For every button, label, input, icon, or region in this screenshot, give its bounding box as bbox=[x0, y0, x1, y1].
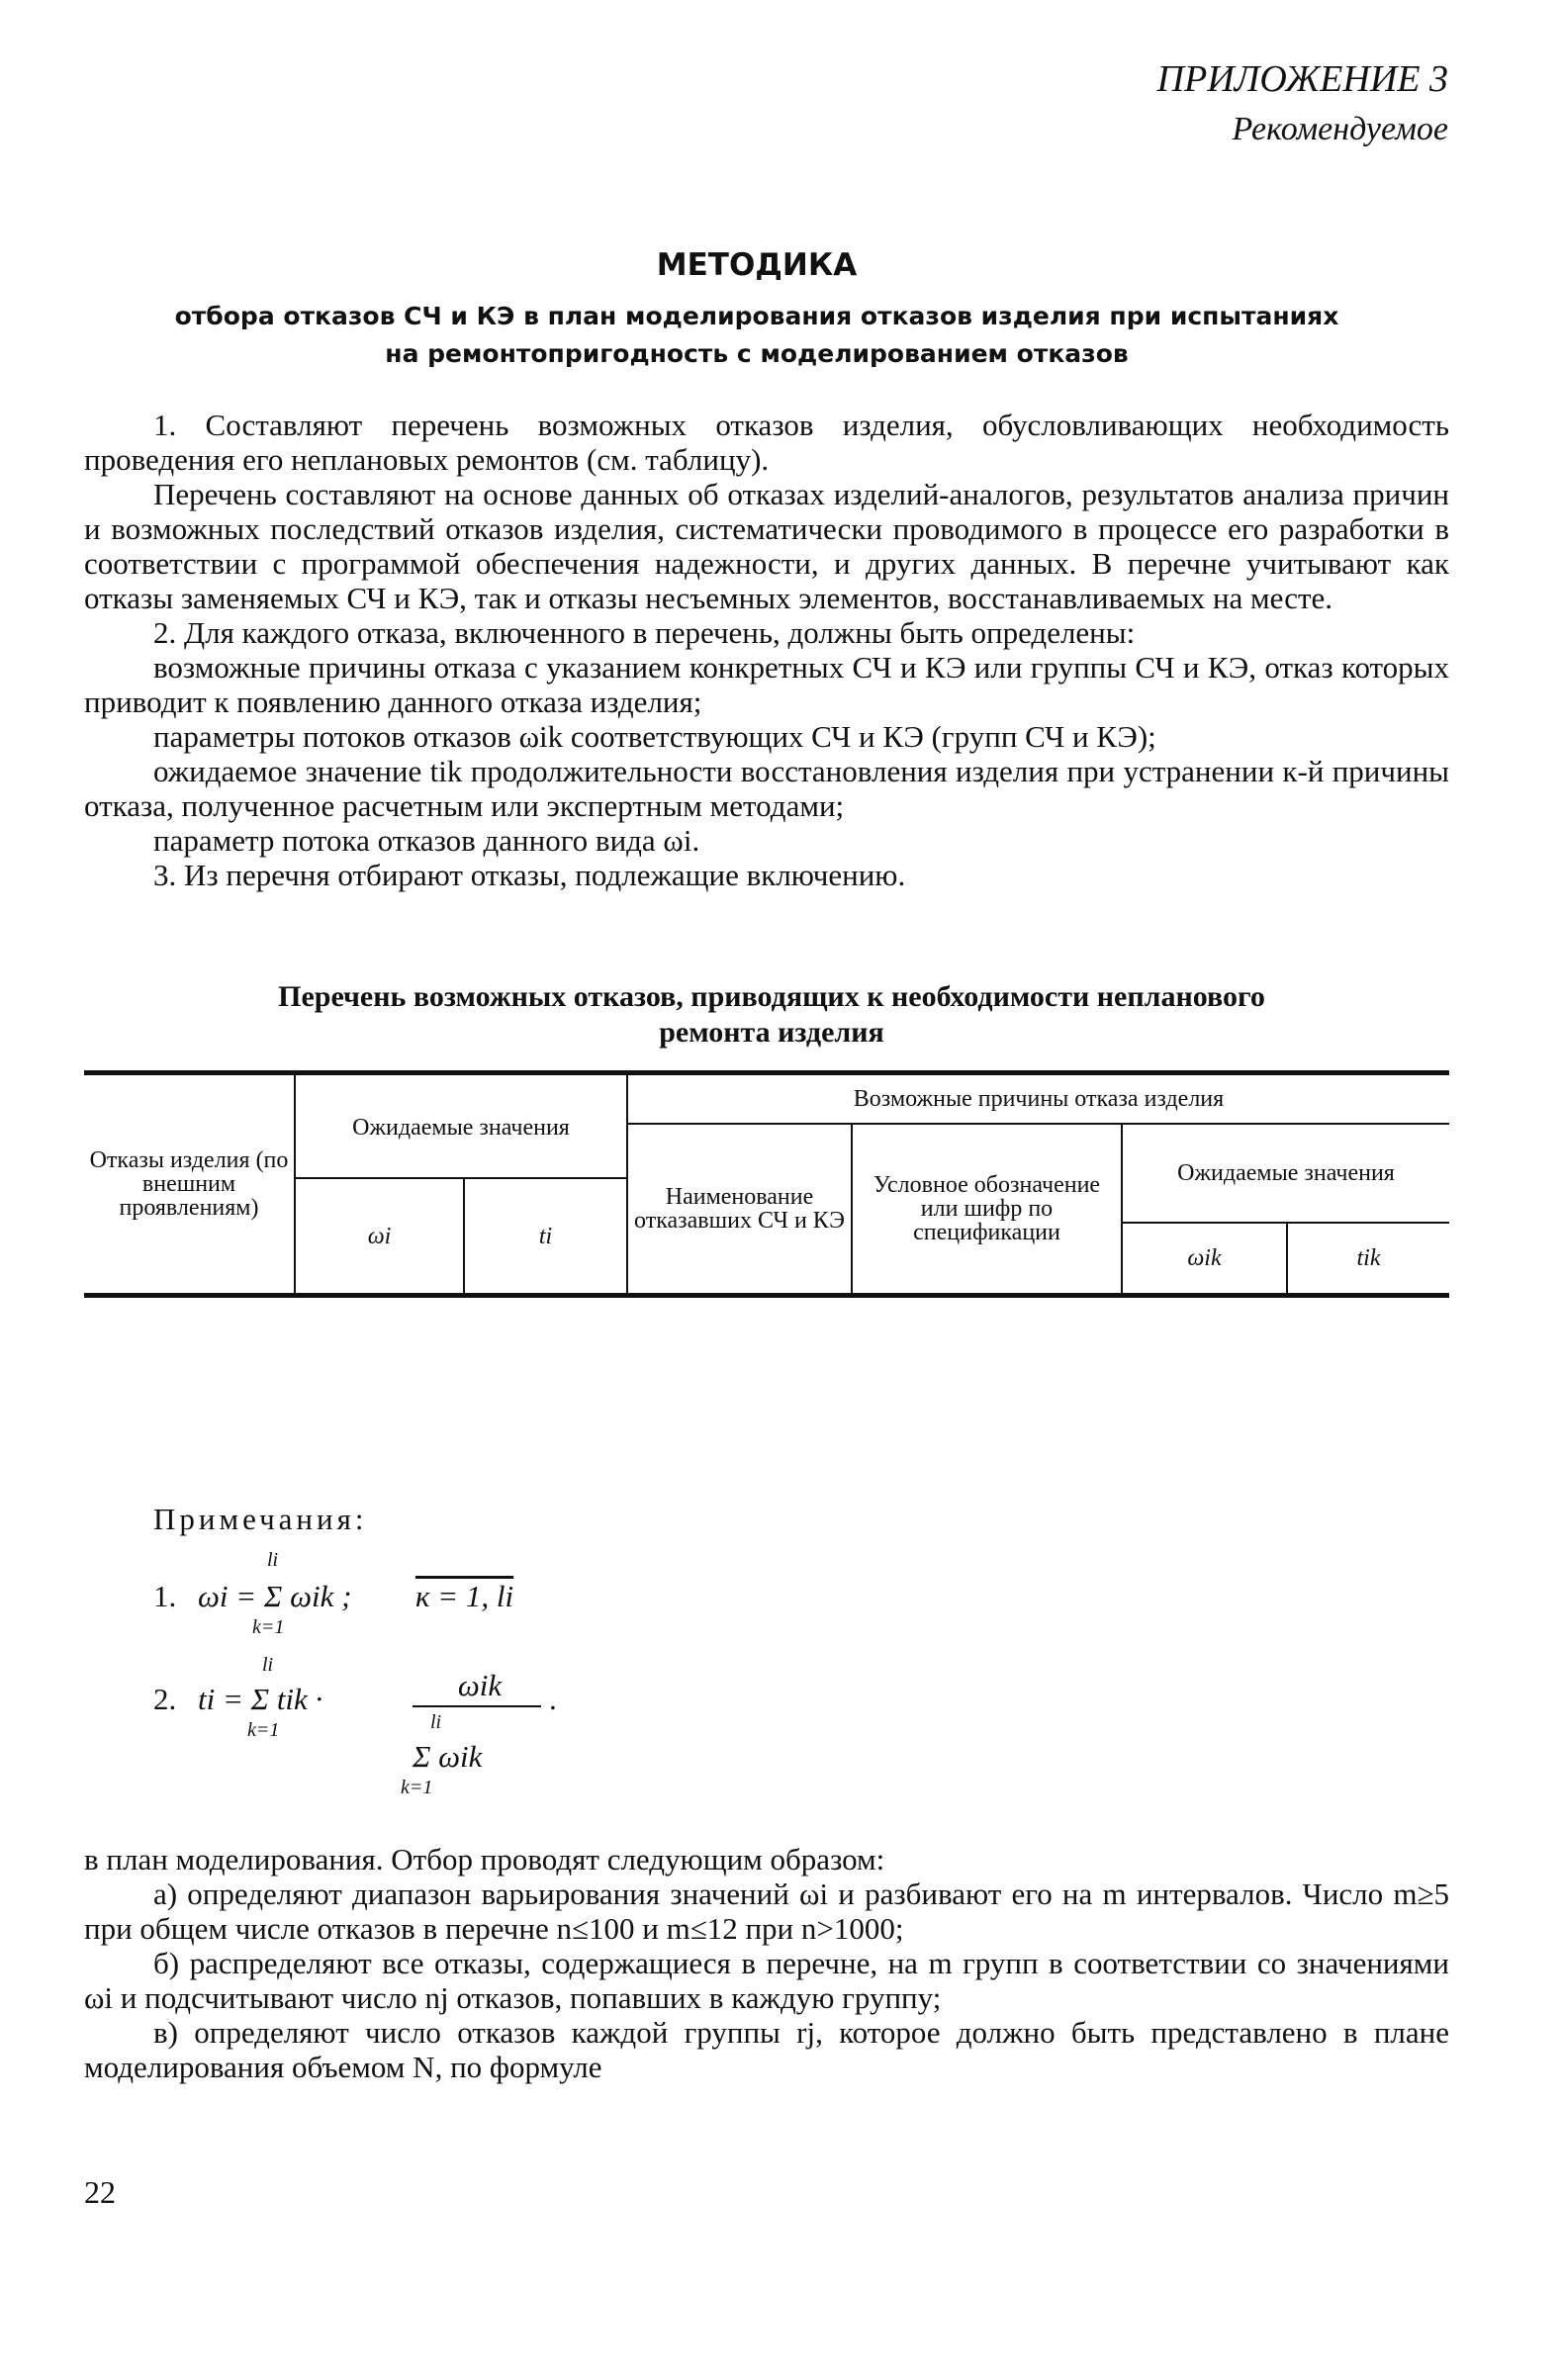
note-2-end: . bbox=[549, 1682, 557, 1716]
note-2-sum-upper: li bbox=[262, 1654, 274, 1676]
header-causes: Возможные причины отказа изделия bbox=[853, 1086, 1225, 1112]
body-bottom bbox=[84, 1842, 1449, 2084]
body-top bbox=[84, 408, 1449, 892]
header-t-i: ti bbox=[538, 1223, 553, 1249]
notes-heading: Примечания: bbox=[153, 1502, 368, 1536]
paragraph: 2. Для каждого отказа, включенного в перечень, должны быть определены: bbox=[153, 615, 1136, 650]
note-1-sum-upper: li bbox=[267, 1549, 279, 1571]
doc-title: МЕТОДИКА bbox=[656, 247, 858, 283]
note-formula-2 bbox=[153, 1654, 747, 1812]
paragraph: 3. Из перечня отбирают отказы, подлежащие включению. bbox=[153, 858, 906, 892]
note-2-den-upper: li bbox=[430, 1711, 442, 1733]
table-caption-line2: ремонта изделия bbox=[659, 1016, 884, 1049]
note-2-number: 2. bbox=[153, 1682, 177, 1716]
recommended-label: Рекомендуемое bbox=[1232, 111, 1448, 147]
paragraph: ожидаемое значение tik продолжительности восстановления изделия при устранении к-й причины отказа, полученное расчетным или экспертным методами; bbox=[84, 754, 1449, 823]
header-name: Наименование отказавших СЧ и КЭ bbox=[634, 1184, 845, 1234]
note-formula-1 bbox=[153, 1549, 747, 1638]
note-2-sum-lower: k=1 bbox=[247, 1719, 280, 1741]
paragraph: параметры потоков отказов ωik соответствующих СЧ и КЭ (групп СЧ и КЭ); bbox=[153, 719, 1156, 754]
header-t-ik: tik bbox=[1356, 1245, 1381, 1271]
note-1-sum-lower: k=1 bbox=[252, 1616, 285, 1638]
note-1-lhs: ωi = Σ ωik ; bbox=[198, 1579, 352, 1613]
header-expected: Ожидаемые значения bbox=[352, 1115, 570, 1141]
failures-table bbox=[84, 1070, 1449, 1298]
appendix-label: ПРИЛОЖЕНИЕ 3 bbox=[1156, 58, 1448, 100]
note-1-rhs: к = 1, li bbox=[415, 1579, 514, 1613]
doc-subtitle-line1: отбора отказов СЧ и КЭ в план моделирования отказов изделия при испытаниях bbox=[174, 302, 1339, 330]
paragraph: а) определяют диапазон варьирования значений ωi и разбивают его на m интервалов. Число m≥5 при общем числе отказов в перечне n≤100 и m≤12 при n>1000; bbox=[84, 1877, 1450, 1946]
table-caption-line1: Перечень возможных отказов, приводящих к необходимости непланового bbox=[278, 980, 1265, 1013]
header-omega-i: ωi bbox=[367, 1223, 392, 1249]
paragraph: в план моделирования. Отбор проводят следующим образом: bbox=[84, 1842, 885, 1877]
note-2-numerator: ωik bbox=[457, 1668, 503, 1702]
paragraph: 1. Составляют перечень возможных отказов изделия, обусловливающих необходимость проведения его неплановых ремонтов (см. таблицу). bbox=[84, 408, 1449, 477]
paragraph: параметр потока отказов данного вида ωi. bbox=[153, 823, 700, 858]
header-code: Условное обозначение или шифр по спецификации bbox=[873, 1172, 1101, 1245]
paragraph: в) определяют число отказов каждой группы rj, которое должно быть представлено в плане моделирования объемом N, по формуле bbox=[84, 2015, 1449, 2084]
note-1-number: 1. bbox=[153, 1579, 177, 1613]
paragraph: б) распределяют все отказы, содержащиеся в перечне, на m групп в соответствии со значениями ωi и подсчитывают число nj отказов, попавших в каждую группу; bbox=[84, 1946, 1449, 2015]
note-2-lhs: ti = Σ tik · bbox=[198, 1682, 323, 1716]
page-number: 22 bbox=[84, 2174, 116, 2210]
note-2-den-sum: Σ ωik bbox=[413, 1739, 483, 1774]
doc-subtitle-line2: на ремонтопригодность с моделированием отказов bbox=[385, 339, 1129, 368]
fraction-bar bbox=[413, 1705, 541, 1707]
paragraph: Перечень составляют на основе данных об отказах изделий-аналогов, результатов анализа причин и возможных последствий отказов изделия, систематически проводимого в процессе его разработки в соответствии с программой обеспечения надежности, и других данных. В перечне учитывают как отказы заменяемых СЧ и КЭ, так и отказы несъемных элементов, восстанавливаемых на месте. bbox=[84, 477, 1449, 615]
header-failures: Отказы изделия (по внешним проявлениям) bbox=[89, 1147, 289, 1221]
table-bottom-rule bbox=[84, 1293, 1449, 1298]
paragraph: возможные причины отказа с указанием конкретных СЧ и КЭ или группы СЧ и КЭ, отказ которых приводит к появлению данного отказа изделия; bbox=[84, 650, 1449, 719]
note-2-den-lower: k=1 bbox=[401, 1777, 433, 1798]
header-expected-2: Ожидаемые значения bbox=[1177, 1160, 1395, 1186]
header-omega-ik: ωik bbox=[1187, 1245, 1222, 1271]
